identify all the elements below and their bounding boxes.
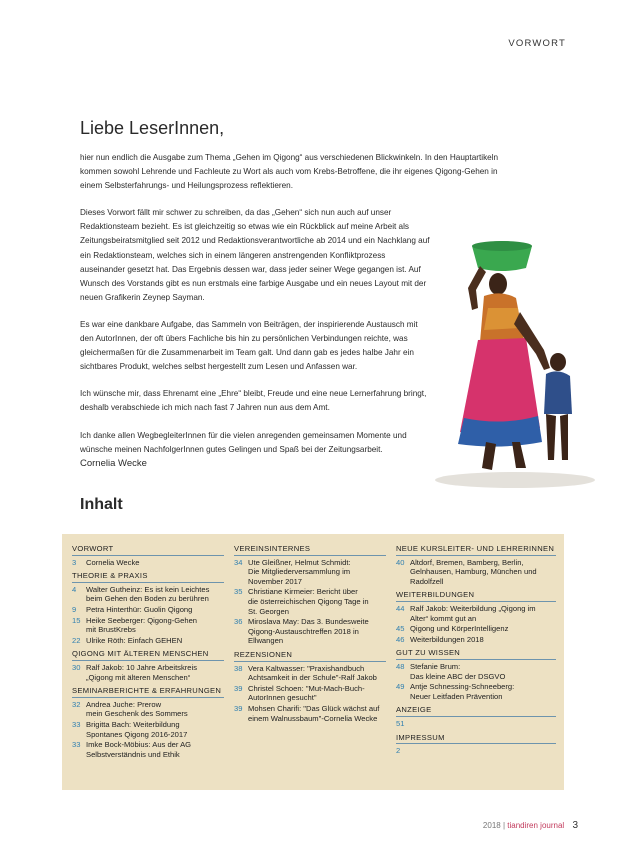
toc-entry[interactable] [72, 558, 224, 568]
toc-column [72, 544, 224, 760]
paragraph: hier nun endlich die Ausgabe zum Thema „Gehen im Qigong“ aus verschiedenen Blickwinkeln. In den Hauptartikeln kommen sowohl Lehrende und Fachleute zu Wort als auch vom Krebs-Betroffene, die ihr eigenes Qigong-Gehen in einem Selbsterfahrungs- und Heilungsprozess reflektieren. [80, 153, 499, 191]
page-footer [483, 820, 578, 831]
toc-category: NEUE KURSLEITER- UND LEHRERINNEN [396, 544, 556, 556]
toc-entry[interactable] [234, 558, 386, 587]
toc-entry-title: Andrea Juche: Prerow mein Geschenk des Sommers [86, 699, 188, 719]
toc-entry-title: Miroslava May: Das 3. Bundesweite Qigong-Austauschtreffen 2018 in Ellwangen [248, 617, 369, 646]
toc-entry[interactable] [396, 662, 556, 681]
toc-category: VEREINSINTERNES [234, 544, 386, 556]
toc-category: VORWORT [72, 544, 224, 556]
toc-entry-title: Christiane Kirmeier: Bericht über die österreichischen Qigong Tage in St. Georgen [248, 587, 369, 616]
toc-entry[interactable] [396, 746, 556, 756]
toc-entry[interactable] [396, 682, 556, 701]
toc-page-number: 2 [396, 746, 401, 756]
toc-entry-title: Mohsen Charifi: "Das Glück wächst auf einem Walnussbaum"-Cornelia Wecke [248, 703, 380, 723]
toc-page-number: 3 [72, 557, 77, 567]
toc-page-number: 48 [396, 661, 405, 671]
footer-year: 2018 | [482, 821, 506, 830]
toc-category: THEORIE & PRAXIS [72, 571, 224, 583]
toc-page-number: 34 [234, 557, 243, 567]
toc-entry[interactable] [72, 700, 224, 719]
toc-category: ANZEIGE [396, 705, 556, 717]
toc-category: GUT ZU WISSEN [396, 648, 556, 660]
toc-page-number: 30 [72, 662, 81, 672]
toc-entry[interactable] [396, 558, 556, 587]
toc-entry[interactable] [72, 720, 224, 739]
paragraph: Dieses Vorwort fällt mir schwer zu schreiben, da das „Gehen“ sich nun auch auf unser Redaktionsteam bezieht. Es ist gleichzeitig so etwas wie ein Rückblick auf meine Arbeit als Zeitungsbeiratsmitglied seit 2012 und Redaktionsverantwortliche ab 2014 und ein Nachklang auf ein Redaktionsteam, welches sich in einem längeren anstrengenden Konfliktprozess auseinander gesetzt hat. Das Ergebnis dessen war, dass jeder seiner Wege gegangen ist. Auf Wunsch des Vorstands gibt es nun erstmals eine farbige Ausgabe und ein neues Layout mit der neuen Grafikerin Zeynep Sayman. [80, 208, 430, 302]
toc-entry[interactable] [396, 635, 556, 645]
toc-page-number: 35 [234, 587, 243, 597]
toc-entry[interactable] [72, 605, 224, 615]
toc-page-number: 15 [72, 615, 81, 625]
toc-page-number: 40 [396, 557, 405, 567]
footer-brand: tiandiren journal [507, 821, 565, 830]
paragraph: Ich wünsche mir, dass Ehrenamt eine „Ehre“ bleibt, Freude und eine neue Lernerfahrung bringt, deshalb verabschiede ich mich nach fast 7 Jahren nun aus dem Amt. [80, 389, 427, 413]
toc-entry-title: Ralf Jakob: Weiterbildung „Qigong im Alter“ kommt gut an [410, 603, 536, 623]
toc-entry[interactable] [234, 587, 386, 616]
toc-column [234, 544, 386, 724]
toc-entry-title: Qigong und KörperIntelligenz [410, 624, 509, 634]
toc-entry-title: Cornelia Wecke [86, 557, 140, 567]
section-label: VORWORT [508, 38, 566, 49]
toc-page-number: 9 [72, 604, 77, 614]
walking-woman-child-illustration [420, 228, 595, 490]
paragraph: Es war eine dankbare Aufgabe, das Sammeln von Beiträgen, der inspirierende Austausch mit den AutorInnen, der oft übers Fachliche bis hin zu persönlichen Verbindungen reichte, was gleichermaßen für die Zusammenarbeit im Team galt. Und dann gab es jedes halbe Jahr ein sichtbares Produkt, welches selbst hergestellt zum Lesen und Anfassen war. [80, 319, 418, 372]
toc-entry-title: Altdorf, Bremen, Bamberg, Berlin, Gelnhausen, Hamburg, München und Radolfzell [410, 557, 537, 586]
toc-entry[interactable] [72, 636, 224, 646]
toc-entry-title: Imke Bock-Möbius: Aus der AG Selbstverständnis und Ethik [86, 740, 192, 759]
toc-entry[interactable] [396, 624, 556, 634]
letter-title: Liebe LeserInnen, [80, 118, 225, 138]
toc-entry[interactable] [234, 664, 386, 683]
toc-entry-title: Ute Gleißner, Helmut Schmidt: Die Mitgliederversammlung im November 2017 [248, 557, 351, 586]
toc-heading: Inhalt [80, 496, 123, 513]
toc-category: SEMINARBERICHTE & ERFAHRUNGEN [72, 686, 224, 698]
toc-entry[interactable] [396, 719, 556, 729]
toc-entry-title [410, 719, 556, 729]
toc-page-number: 46 [396, 634, 405, 644]
toc-page-number: 22 [72, 635, 81, 645]
toc-entry[interactable] [72, 740, 224, 759]
toc-page-number: 4 [72, 584, 77, 594]
toc-entry-title: Brigitta Bach: Weiterbildung Spontanes Qigong 2016-2017 [86, 719, 188, 739]
toc-entry[interactable] [234, 704, 386, 723]
toc-entry-title: Antje Schnessing-Schneeberg: Neuer Leitfaden Prävention [410, 682, 515, 701]
toc-page-number: 39 [234, 683, 243, 693]
toc-entry[interactable] [234, 684, 386, 703]
toc-entry[interactable] [234, 617, 386, 646]
toc-category: IMPRESSUM [396, 733, 556, 745]
toc-page-number: 32 [72, 699, 81, 709]
toc-page-number: 39 [234, 703, 243, 713]
toc-entry-title [410, 746, 556, 756]
toc-entry-title: Ulrike Röth: Einfach GEHEN [86, 635, 183, 645]
toc-entry-title: Christel Schoen: "Mut-Mach-Buch- AutorInnen gesucht" [248, 683, 365, 703]
toc-page-number: 49 [396, 682, 405, 692]
toc-page-number: 36 [234, 617, 243, 627]
toc-page-number: 51 [396, 718, 405, 728]
toc-entry[interactable] [396, 604, 556, 623]
toc-column [396, 544, 556, 757]
toc-page-number: 33 [72, 719, 81, 729]
toc-entry-title: Weiterbildungen 2018 [410, 634, 484, 644]
toc-page-number: 33 [72, 740, 81, 750]
toc-entry[interactable] [72, 616, 224, 635]
toc-entry-title: Petra Hinterthür: Guolin Qigong [86, 604, 193, 614]
toc-category: QIGONG MIT ÄLTEREN MENSCHEN [72, 649, 224, 661]
toc-entry-title: Heike Seeberger: Qigong-Gehen mit BrustKrebs [86, 615, 198, 635]
toc-category: REZENSIONEN [234, 650, 386, 662]
page-number: 3 [572, 820, 578, 831]
toc-entry-title: Walter Gutheinz: Es ist kein Leichtes beim Gehen den Boden zu berühren [86, 584, 210, 604]
toc-page-number: 44 [396, 603, 405, 613]
toc-page-number: 45 [396, 624, 405, 634]
paragraph: Ich danke allen WegbegleiterInnen für die vielen anregenden gemeinsamen Momente und wünsche meinen NachfolgerInnen gutes Gelingen und Spaß bei der Zeitungsarbeit. [80, 430, 407, 454]
table-of-contents [62, 534, 564, 790]
toc-entry-title: Stefanie Brum: Das kleine ABC der DSGVO [410, 661, 506, 681]
signature: Cornelia Wecke [80, 458, 147, 469]
toc-entry-title: Vera Kaltwasser: "Praxishandbuch Achtsamkeit in der Schule"-Ralf Jakob [248, 663, 377, 683]
toc-page-number: 38 [234, 663, 243, 673]
toc-entry[interactable] [72, 585, 224, 604]
toc-entry-title: Ralf Jakob: 10 Jahre Arbeitskreis „Qigong mit älteren Menschen“ [86, 662, 198, 682]
toc-entry[interactable] [72, 663, 224, 682]
toc-category: WEITERBILDUNGEN [396, 590, 556, 602]
